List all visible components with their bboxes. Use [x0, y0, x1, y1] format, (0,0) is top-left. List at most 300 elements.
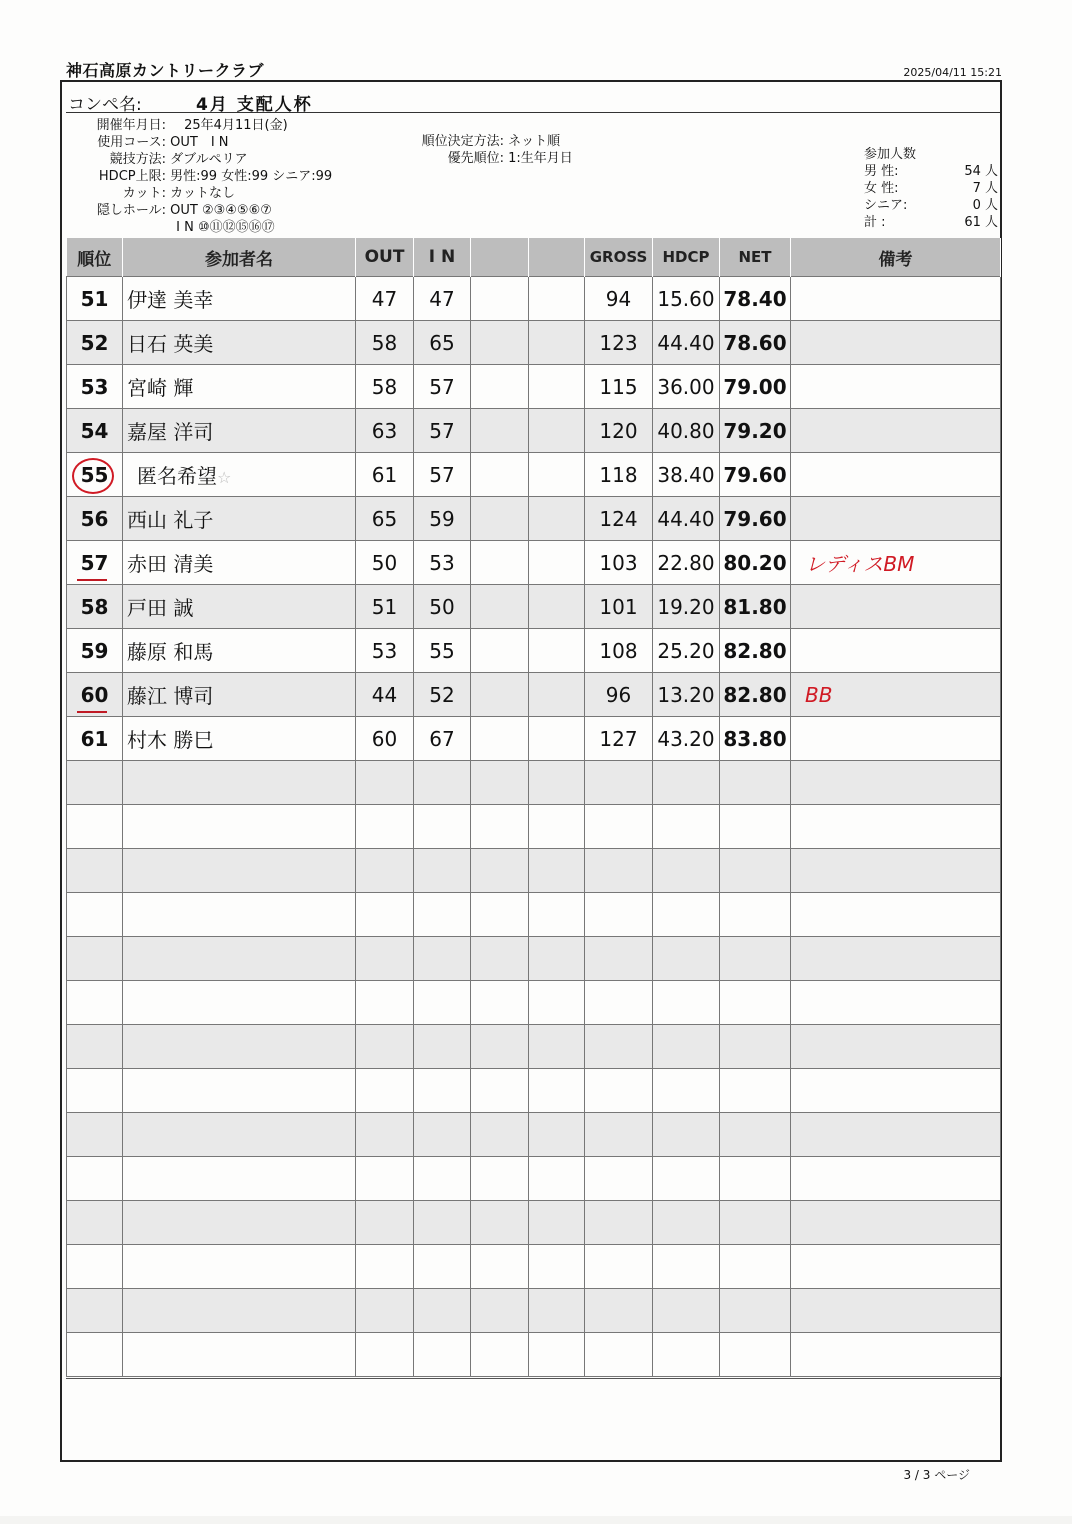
handwritten-underline-mark — [77, 579, 107, 581]
out-cell: 61 — [356, 453, 414, 497]
empty-table-row — [67, 981, 1001, 1025]
empty-cell — [414, 1157, 471, 1201]
net-cell: 78.40 — [720, 277, 791, 321]
rank-value: 54 — [80, 418, 109, 443]
empty-table-row — [67, 1201, 1001, 1245]
participant-name: 匿名希望 — [137, 464, 217, 488]
rank-value: 53 — [80, 374, 109, 399]
remarks-cell: レディスBM — [791, 541, 1001, 585]
table-row — [67, 497, 1001, 541]
empty-cell — [67, 849, 123, 893]
empty-cell — [529, 1025, 585, 1069]
rank-cell — [67, 717, 123, 761]
participant-name: 藤江 博司 — [127, 684, 214, 708]
priority-value: 1:生年月日 — [508, 151, 573, 166]
empty-cell — [791, 981, 1001, 1025]
hidden-out: OUT ②③④⑤⑥⑦ — [170, 203, 272, 218]
empty-cell — [653, 761, 720, 805]
hdcp-cell: 43.20 — [653, 717, 720, 761]
count-male-value: 54 人 — [964, 164, 998, 179]
empty-cell — [720, 1201, 791, 1245]
blank-cell — [471, 585, 529, 629]
empty-cell — [653, 937, 720, 981]
hdcp-cell: 36.00 — [653, 365, 720, 409]
empty-cell — [356, 1069, 414, 1113]
out-cell: 58 — [356, 365, 414, 409]
empty-cell — [356, 981, 414, 1025]
empty-cell — [414, 1289, 471, 1333]
in-cell: 59 — [414, 497, 471, 541]
empty-cell — [123, 981, 356, 1025]
empty-cell — [791, 1201, 1001, 1245]
net-cell: 79.00 — [720, 365, 791, 409]
empty-cell — [67, 893, 123, 937]
count-female-key: 女 性: — [864, 181, 899, 196]
header-blank-1 — [471, 238, 529, 277]
participant-name: 日石 英美 — [127, 332, 214, 356]
in-cell: 65 — [414, 321, 471, 365]
rank-value: 57 — [80, 550, 109, 575]
participant-name: 戸田 誠 — [127, 596, 194, 620]
count-total-value: 61 人 — [964, 215, 998, 230]
empty-cell — [67, 1157, 123, 1201]
cut-value: カットなし — [170, 186, 236, 201]
printed-timestamp: 2025/04/11 15:21 — [903, 66, 1002, 79]
empty-cell — [67, 1201, 123, 1245]
empty-cell — [791, 849, 1001, 893]
empty-cell — [585, 937, 653, 981]
empty-cell — [471, 1333, 529, 1377]
empty-cell — [585, 1333, 653, 1377]
empty-cell — [585, 893, 653, 937]
empty-cell — [123, 1245, 356, 1289]
empty-cell — [471, 1113, 529, 1157]
rank-value: 52 — [80, 330, 109, 355]
empty-cell — [356, 805, 414, 849]
in-cell: 67 — [414, 717, 471, 761]
empty-cell — [529, 1245, 585, 1289]
hdcp-cell: 13.20 — [653, 673, 720, 717]
empty-cell — [529, 849, 585, 893]
star-icon: ☆ — [217, 468, 232, 487]
blank-cell — [529, 717, 585, 761]
rank-method-key: 順位決定方法: — [421, 134, 504, 149]
out-cell: 53 — [356, 629, 414, 673]
blank-cell — [529, 453, 585, 497]
counts-title: 参加人数 — [864, 147, 917, 162]
name-cell — [123, 629, 356, 673]
net-cell: 82.80 — [720, 629, 791, 673]
out-cell: 50 — [356, 541, 414, 585]
out-cell: 58 — [356, 321, 414, 365]
cut-key: カット: — [122, 186, 166, 201]
blank-cell — [529, 277, 585, 321]
hdcp-cell: 22.80 — [653, 541, 720, 585]
blank-cell — [529, 629, 585, 673]
empty-cell — [356, 761, 414, 805]
empty-cell — [67, 805, 123, 849]
empty-cell — [356, 849, 414, 893]
net-cell: 80.20 — [720, 541, 791, 585]
gross-cell: 115 — [585, 365, 653, 409]
empty-cell — [123, 1025, 356, 1069]
empty-cell — [356, 1157, 414, 1201]
empty-cell — [414, 1245, 471, 1289]
empty-cell — [123, 1069, 356, 1113]
hdcp-key: HDCP上限: — [98, 169, 166, 184]
empty-table-row — [67, 805, 1001, 849]
empty-cell — [529, 1333, 585, 1377]
blank-cell — [471, 673, 529, 717]
empty-cell — [720, 893, 791, 937]
rank-value: 51 — [80, 286, 109, 311]
gross-cell: 120 — [585, 409, 653, 453]
empty-cell — [791, 761, 1001, 805]
hdcp-cell: 38.40 — [653, 453, 720, 497]
date-key: 開催年月日: — [96, 118, 166, 133]
name-cell — [123, 277, 356, 321]
empty-cell — [529, 1289, 585, 1333]
rank-cell — [67, 497, 123, 541]
rank-cell — [67, 365, 123, 409]
hdcp-cell: 19.20 — [653, 585, 720, 629]
footer-box — [66, 1378, 1000, 1463]
name-cell — [123, 541, 356, 585]
out-cell: 44 — [356, 673, 414, 717]
empty-cell — [471, 1069, 529, 1113]
header-remarks: 備考 — [791, 238, 1001, 277]
empty-cell — [123, 1289, 356, 1333]
empty-cell — [414, 981, 471, 1025]
participant-name: 赤田 清美 — [127, 552, 214, 576]
count-senior-value: 0 人 — [972, 198, 998, 213]
hdcp-cell: 44.40 — [653, 321, 720, 365]
rank-cell — [67, 453, 123, 497]
empty-cell — [123, 1333, 356, 1377]
name-cell — [123, 497, 356, 541]
empty-cell — [529, 761, 585, 805]
blank-cell — [529, 409, 585, 453]
empty-cell — [471, 1245, 529, 1289]
header-hdcp: HDCP — [653, 238, 720, 277]
gross-cell: 127 — [585, 717, 653, 761]
competition-label: コンペ名: — [68, 95, 142, 115]
table-row — [67, 673, 1001, 717]
empty-cell — [653, 1157, 720, 1201]
empty-cell — [720, 981, 791, 1025]
count-senior-key: シニア: — [864, 198, 908, 213]
rank-cell — [67, 673, 123, 717]
empty-cell — [67, 1069, 123, 1113]
hdcp-cell: 15.60 — [653, 277, 720, 321]
empty-table-row — [67, 1245, 1001, 1289]
gross-cell: 108 — [585, 629, 653, 673]
header-net: NET — [720, 238, 791, 277]
hdcp-value: 男性:99 女性:99 シニア:99 — [170, 169, 333, 184]
empty-cell — [585, 1069, 653, 1113]
empty-cell — [67, 981, 123, 1025]
table-row — [67, 717, 1001, 761]
gross-cell: 118 — [585, 453, 653, 497]
empty-cell — [67, 1113, 123, 1157]
in-cell: 57 — [414, 365, 471, 409]
rank-cell — [67, 585, 123, 629]
empty-cell — [67, 1333, 123, 1377]
empty-cell — [585, 1245, 653, 1289]
empty-cell — [653, 1289, 720, 1333]
date-value: 25年4月11日(金) — [184, 118, 288, 133]
empty-cell — [585, 1113, 653, 1157]
out-cell: 47 — [356, 277, 414, 321]
participant-name: 嘉屋 洋司 — [127, 420, 214, 444]
blank-cell — [529, 585, 585, 629]
table-row — [67, 585, 1001, 629]
empty-cell — [653, 981, 720, 1025]
empty-cell — [720, 849, 791, 893]
participant-name: 藤原 和馬 — [127, 640, 214, 664]
course-value: OUT I N — [170, 135, 229, 150]
rank-cell — [67, 321, 123, 365]
empty-cell — [791, 937, 1001, 981]
empty-cell — [791, 893, 1001, 937]
empty-table-row — [67, 1113, 1001, 1157]
blank-cell — [471, 629, 529, 673]
empty-cell — [356, 1289, 414, 1333]
participant-name: 西山 礼子 — [127, 508, 214, 532]
empty-cell — [123, 761, 356, 805]
empty-cell — [720, 1289, 791, 1333]
net-cell: 79.20 — [720, 409, 791, 453]
header-out: OUT — [356, 238, 414, 277]
empty-cell — [529, 1157, 585, 1201]
blank-cell — [529, 497, 585, 541]
in-cell: 55 — [414, 629, 471, 673]
empty-cell — [720, 1069, 791, 1113]
empty-cell — [653, 805, 720, 849]
hdcp-cell: 44.40 — [653, 497, 720, 541]
participant-name: 宮崎 輝 — [127, 376, 194, 400]
table-row — [67, 277, 1001, 321]
remarks-cell — [791, 321, 1001, 365]
empty-table-row — [67, 761, 1001, 805]
empty-cell — [529, 893, 585, 937]
empty-cell — [67, 937, 123, 981]
table-row — [67, 629, 1001, 673]
empty-cell — [529, 1201, 585, 1245]
empty-cell — [414, 893, 471, 937]
count-total-key: 計 : — [864, 215, 886, 230]
remarks-cell — [791, 453, 1001, 497]
table-row — [67, 541, 1001, 585]
competition-name: 4月 支配人杯 — [196, 95, 313, 115]
participant-name: 村木 勝巳 — [127, 728, 214, 752]
rank-cell — [67, 629, 123, 673]
blank-cell — [529, 365, 585, 409]
empty-cell — [653, 893, 720, 937]
in-cell: 47 — [414, 277, 471, 321]
remarks-cell — [791, 629, 1001, 673]
empty-table-row — [67, 893, 1001, 937]
empty-cell — [653, 1113, 720, 1157]
empty-cell — [791, 1245, 1001, 1289]
empty-cell — [529, 937, 585, 981]
name-cell — [123, 717, 356, 761]
empty-cell — [67, 1289, 123, 1333]
header-gross: GROSS — [585, 238, 653, 277]
empty-cell — [123, 805, 356, 849]
blank-cell — [529, 673, 585, 717]
in-cell: 52 — [414, 673, 471, 717]
empty-cell — [653, 849, 720, 893]
rank-value: 56 — [80, 506, 109, 531]
rank-value: 59 — [80, 638, 109, 663]
empty-cell — [585, 761, 653, 805]
rank-cell — [67, 409, 123, 453]
gross-cell: 123 — [585, 321, 653, 365]
remarks-cell — [791, 497, 1001, 541]
empty-cell — [529, 1113, 585, 1157]
empty-cell — [414, 1069, 471, 1113]
out-cell: 51 — [356, 585, 414, 629]
empty-cell — [529, 1069, 585, 1113]
empty-cell — [471, 1157, 529, 1201]
remarks-cell — [791, 365, 1001, 409]
handwritten-circle-mark — [72, 458, 114, 494]
empty-cell — [720, 1333, 791, 1377]
empty-cell — [414, 937, 471, 981]
out-cell: 63 — [356, 409, 414, 453]
empty-cell — [585, 1201, 653, 1245]
participant-name: 伊達 美幸 — [127, 288, 214, 312]
priority-key: 優先順位: — [447, 151, 504, 166]
method-key: 競技方法: — [109, 152, 166, 167]
header-rank: 順位 — [67, 238, 123, 277]
empty-cell — [529, 981, 585, 1025]
empty-table-row — [67, 937, 1001, 981]
gross-cell: 96 — [585, 673, 653, 717]
blank-cell — [529, 541, 585, 585]
header-blank-2 — [529, 238, 585, 277]
in-cell: 53 — [414, 541, 471, 585]
empty-table-row — [67, 1025, 1001, 1069]
net-cell: 79.60 — [720, 453, 791, 497]
gross-cell: 101 — [585, 585, 653, 629]
empty-cell — [471, 1025, 529, 1069]
hidden-key: 隠しホール: — [96, 203, 166, 218]
hidden-in: I N ⑩⑪⑫⑮⑯⑰ — [176, 220, 275, 235]
empty-cell — [585, 805, 653, 849]
empty-cell — [585, 981, 653, 1025]
rank-method-value: ネット順 — [508, 134, 561, 149]
blank-cell — [471, 541, 529, 585]
empty-cell — [720, 1245, 791, 1289]
empty-cell — [720, 1157, 791, 1201]
empty-cell — [791, 1289, 1001, 1333]
empty-cell — [720, 1113, 791, 1157]
empty-cell — [471, 937, 529, 981]
name-cell — [123, 409, 356, 453]
empty-cell — [123, 1157, 356, 1201]
competition-row — [66, 90, 1000, 113]
empty-cell — [585, 1289, 653, 1333]
empty-cell — [414, 1333, 471, 1377]
name-cell — [123, 673, 356, 717]
results-table — [66, 238, 1001, 1377]
empty-cell — [356, 893, 414, 937]
out-cell: 65 — [356, 497, 414, 541]
empty-cell — [67, 1245, 123, 1289]
table-row — [67, 321, 1001, 365]
empty-cell — [791, 1069, 1001, 1113]
name-cell — [123, 365, 356, 409]
handwritten-underline-mark — [77, 711, 107, 713]
ranking-info — [400, 133, 573, 167]
empty-cell — [720, 937, 791, 981]
count-male-key: 男 性: — [864, 164, 899, 179]
event-info — [78, 117, 332, 236]
empty-cell — [414, 849, 471, 893]
empty-cell — [791, 805, 1001, 849]
net-cell: 81.80 — [720, 585, 791, 629]
remarks-cell — [791, 409, 1001, 453]
empty-cell — [791, 1333, 1001, 1377]
empty-cell — [414, 805, 471, 849]
in-cell: 57 — [414, 453, 471, 497]
name-cell — [123, 585, 356, 629]
empty-cell — [653, 1333, 720, 1377]
club-name: 神石高原カントリークラブ — [66, 61, 265, 80]
empty-cell — [720, 805, 791, 849]
empty-cell — [123, 1113, 356, 1157]
empty-cell — [471, 1289, 529, 1333]
empty-cell — [653, 1245, 720, 1289]
in-cell: 50 — [414, 585, 471, 629]
empty-cell — [123, 893, 356, 937]
empty-cell — [720, 761, 791, 805]
method-value: ダブルペリア — [170, 152, 248, 167]
rank-cell — [67, 277, 123, 321]
empty-cell — [356, 937, 414, 981]
empty-cell — [356, 1201, 414, 1245]
empty-cell — [471, 893, 529, 937]
rank-value: 55 — [80, 462, 109, 487]
gross-cell: 103 — [585, 541, 653, 585]
blank-cell — [471, 497, 529, 541]
net-cell: 78.60 — [720, 321, 791, 365]
net-cell: 82.80 — [720, 673, 791, 717]
remarks-cell: BB — [791, 673, 1001, 717]
empty-cell — [791, 1113, 1001, 1157]
empty-table-row — [67, 1333, 1001, 1377]
empty-cell — [414, 1025, 471, 1069]
empty-cell — [529, 805, 585, 849]
in-cell: 57 — [414, 409, 471, 453]
blank-cell — [471, 321, 529, 365]
rank-cell — [67, 541, 123, 585]
empty-cell — [356, 1245, 414, 1289]
rank-value: 58 — [80, 594, 109, 619]
header-name: 参加者名 — [123, 238, 356, 277]
table-row — [67, 409, 1001, 453]
empty-cell — [414, 1201, 471, 1245]
blank-cell — [471, 717, 529, 761]
gross-cell: 94 — [585, 277, 653, 321]
empty-cell — [653, 1025, 720, 1069]
blank-cell — [529, 321, 585, 365]
empty-cell — [720, 1025, 791, 1069]
blank-cell — [471, 453, 529, 497]
remarks-cell — [791, 585, 1001, 629]
